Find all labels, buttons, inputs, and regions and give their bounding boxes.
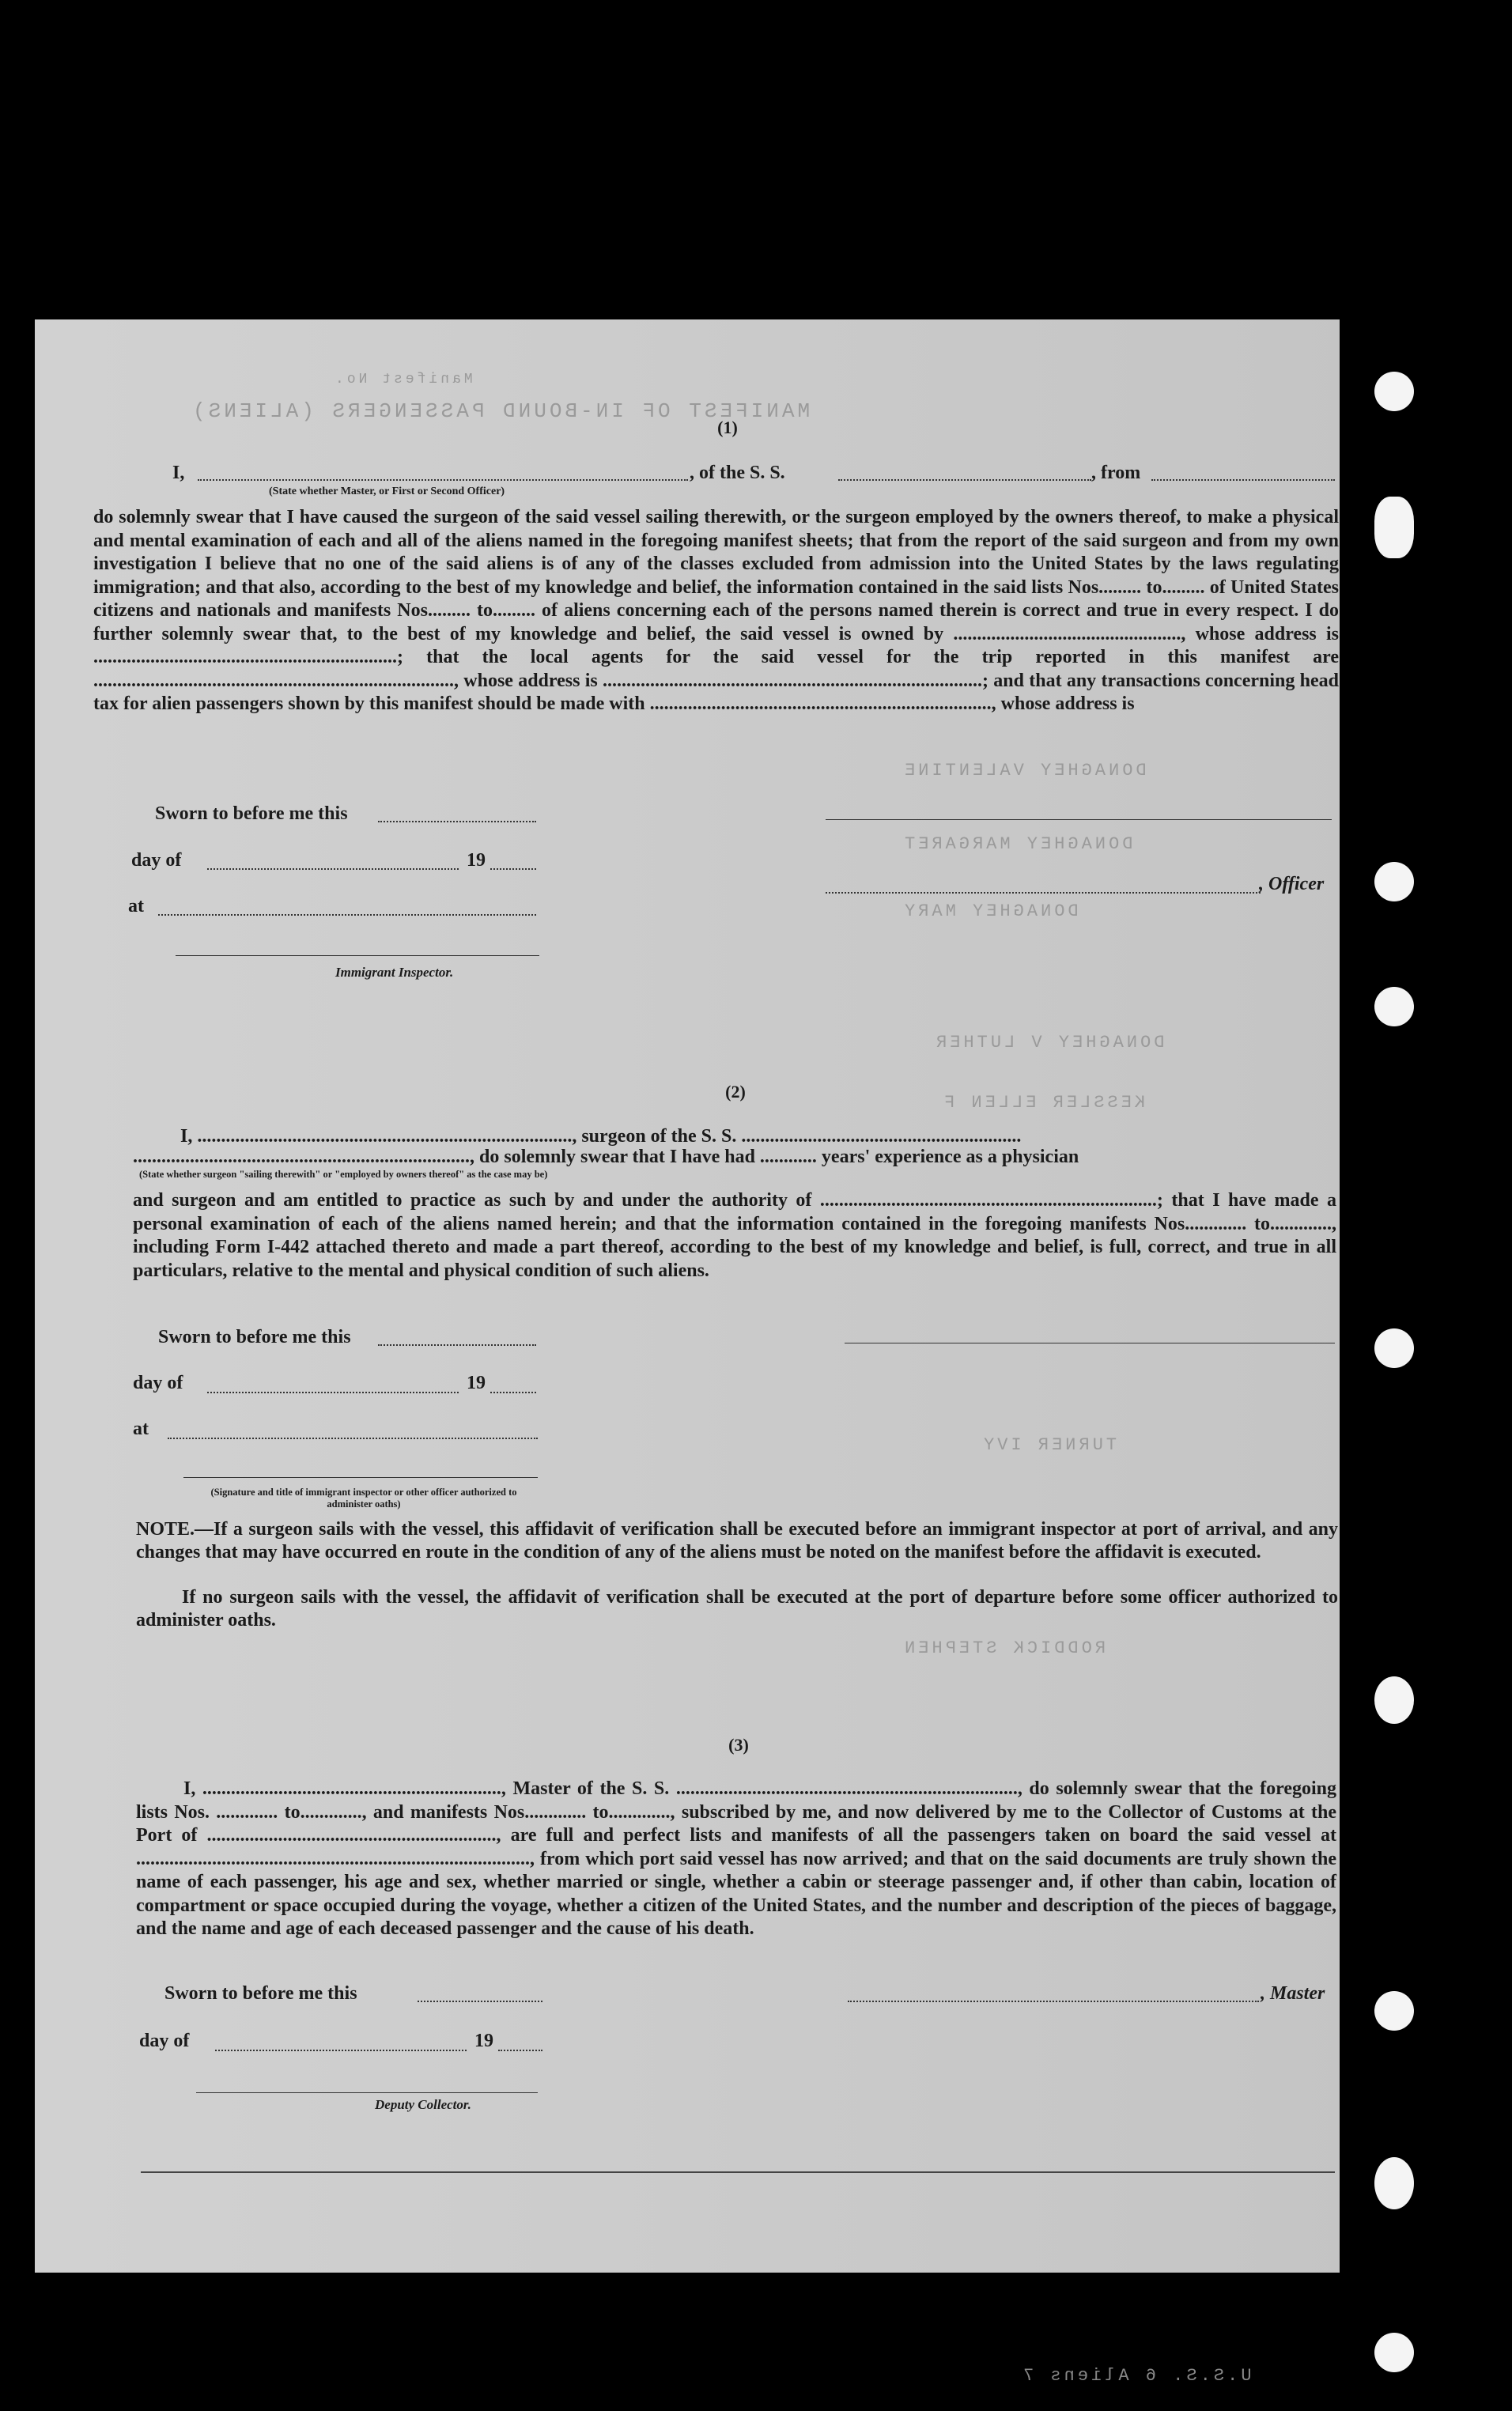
bleed-through-manifest-no: Manifest No. (332, 372, 473, 387)
bleed-through-row: DONAGHEY VALENTINE (902, 761, 1147, 780)
signature-hint: (Signature and title of immigrant inspector or other officer authorized to administer oaths) (210, 1487, 517, 1510)
bottom-rule (141, 2171, 1335, 2173)
section-2-line2: ......................................................................., do solemnly swear that I have had ............ years' experience as a physician (133, 1147, 1079, 1167)
bleed-through-row: KESSLER ELLEN F (941, 1093, 1146, 1113)
inspector-signature-field[interactable] (176, 955, 539, 956)
day-field[interactable] (207, 868, 459, 870)
port-from-field[interactable] (1151, 479, 1335, 481)
surgeon-day-field[interactable] (207, 1392, 459, 1393)
bleed-through-row: TURNER IVY (981, 1435, 1117, 1455)
bleed-through-row: DONAGHEY MARGARET (902, 834, 1133, 854)
at-place-field[interactable] (158, 914, 536, 916)
officer-title-field[interactable] (826, 892, 1261, 894)
surgeon-sworn-date-field[interactable] (378, 1344, 536, 1346)
officer-hint: (State whether Master, or First or Second Officer) (269, 486, 505, 497)
binder-hole (1374, 372, 1414, 411)
binder-hole (1374, 987, 1414, 1026)
bleed-through-row: DONAGHEY V LUTHER (933, 1033, 1165, 1052)
deputy-collector-label: Deputy Collector. (375, 2097, 471, 2112)
master-day-field[interactable] (215, 2050, 467, 2051)
section-1-from-label: , from (1091, 463, 1141, 483)
section-1-at: at (128, 896, 144, 916)
year-field[interactable] (490, 868, 536, 870)
officer-name-field[interactable] (198, 479, 688, 481)
administering-officer-signature-field[interactable] (183, 1477, 538, 1478)
sworn-date-field[interactable] (378, 821, 536, 822)
section-3-number: (3) (728, 1735, 749, 1755)
officer-signature-field[interactable] (826, 819, 1332, 820)
bleed-through-row: DONAGHEY MARY (902, 901, 1079, 921)
deputy-collector-signature-field[interactable] (196, 2092, 538, 2093)
binder-hole (1374, 2333, 1414, 2372)
binder-hole (1374, 862, 1414, 901)
section-1-day-of: day of (131, 850, 182, 871)
surgeon-year-field[interactable] (490, 1392, 536, 1393)
section-2-body: and surgeon and am entitled to practice as such by and under the authority of .......................................................................; that I have made a personal examination of each of the aliens named herein; and that the information contained in the foregoing manifests Nos............. to............., including Form I-442 attached thereto and made a part thereof, according to the best of my knowledge and belief, is full, correct, and true in all particulars, relative to the mental and physical condition of such aliens. (133, 1190, 1336, 1281)
section-2-at: at (133, 1419, 149, 1439)
section-1-ss-label: , of the S. S. (690, 463, 785, 483)
section-2-year: 19 (467, 1373, 486, 1393)
section-1-sworn: Sworn to before me this (155, 803, 348, 824)
binder-hole (1374, 2157, 1414, 2209)
bleed-through-row: RODDICK STEPHEN (902, 1638, 1106, 1658)
section-3-body: I, ..............................................................., Master of the S. S. ........................................................................, do solemnly swear that the foregoing lists Nos. ............. to............., and manifests Nos............. to............., subscribed by me, and now delivered by me to the Collector of Customs at the Port of ............................................................., are full and perfect lists and manifests of all the passengers taken on board the said vessel at ..................................................................................., from which port said vessel has now arrived; and that on the said documents are truly shown the name of each passenger, his age and sex, whether married or single, whether a cabin or steerage passenger and, if other than cabin, location of compartment or space occupied during the voyage, whether a citizen of the United States, and the number and description of the pieces of baggage, and the name and age of each deceased passenger and the cause of his death. (136, 1778, 1336, 1939)
master-sworn-date-field[interactable] (418, 2001, 542, 2002)
section-1-I: I, (172, 463, 185, 483)
note-surgeon-sails: NOTE.—If a surgeon sails with the vessel, this affidavit of verification shall be executed before an immigrant inspector at port of arrival, and any changes that may have occurred en route in the condition of any of the aliens must be noted on the manifest before the affidavit is executed. (136, 1519, 1338, 1563)
master-year-field[interactable] (498, 2050, 542, 2051)
section-1-year: 19 (467, 850, 486, 871)
bleed-through-header: MANIFEST OF IN-BOUND PASSENGERS (ALIENS) (190, 399, 811, 423)
section-2-line1: I, ..............................................................................., surgeon of the S. S. ........................................................... (180, 1126, 1022, 1147)
section-1-body: do solemnly swear that I have caused the surgeon of the said vessel sailing therewith, or the surgeon employed by the owners thereof, to make a physical and mental examination of each and all of the aliens named in the foregoing manifest sheets; that from the report of the said surgeon and from my own investigation I believe that no one of the said aliens is of any of the classes excluded from admission into the United States by the laws regulating immigration; and that also, according to the best of my knowledge and belief, the information contained in the said lists Nos......... to......... of United States citizens and nationals and manifests Nos......... to......... of aliens concerning each of the persons named therein is correct and true in every respect. I do further solemnly swear that, to the best of my knowledge and belief, the said vessel is owned by ................................................, whose address is ................................................................; that the local agents for the said vessel for the trip reported in this manifest are ............................................................................, whose address is ................................................................................; and that any transactions concerning head tax for alien passengers shown by this manifest should be made with ........................................................................, whose address is (93, 507, 1339, 714)
section-2-day-of: day of (133, 1373, 183, 1393)
vessel-name-field[interactable] (838, 479, 1091, 481)
section-2-sworn: Sworn to before me this (158, 1327, 351, 1347)
section-3-sworn: Sworn to before me this (164, 1983, 357, 2004)
master-signature-field[interactable] (848, 2001, 1259, 2002)
surgeon-at-place-field[interactable] (168, 1438, 538, 1439)
section-1-officer: , Officer (1259, 874, 1325, 894)
section-2-number: (2) (725, 1082, 746, 1102)
section-3-master: , Master (1261, 1983, 1325, 2004)
section-3-year: 19 (474, 2031, 493, 2051)
bleed-through-footer: U.S.S. 6 Aliens 7 (1020, 2366, 1252, 2386)
binder-hole (1374, 1328, 1414, 1368)
immigrant-inspector-label: Immigrant Inspector. (335, 965, 454, 980)
binder-hole (1374, 1991, 1414, 2031)
note-no-surgeon: If no surgeon sails with the vessel, the affidavit of verification shall be executed at the port of departure before some officer authorized to administer oaths. (136, 1587, 1338, 1631)
section-3-day-of: day of (139, 2031, 190, 2051)
binder-hole (1374, 1676, 1414, 1724)
section-1-number: (1) (717, 418, 738, 437)
binder-hole (1374, 497, 1414, 558)
surgeon-hint: (State whether surgeon "sailing therewith" or "employed by owners thereof" as the case may be) (139, 1169, 548, 1180)
